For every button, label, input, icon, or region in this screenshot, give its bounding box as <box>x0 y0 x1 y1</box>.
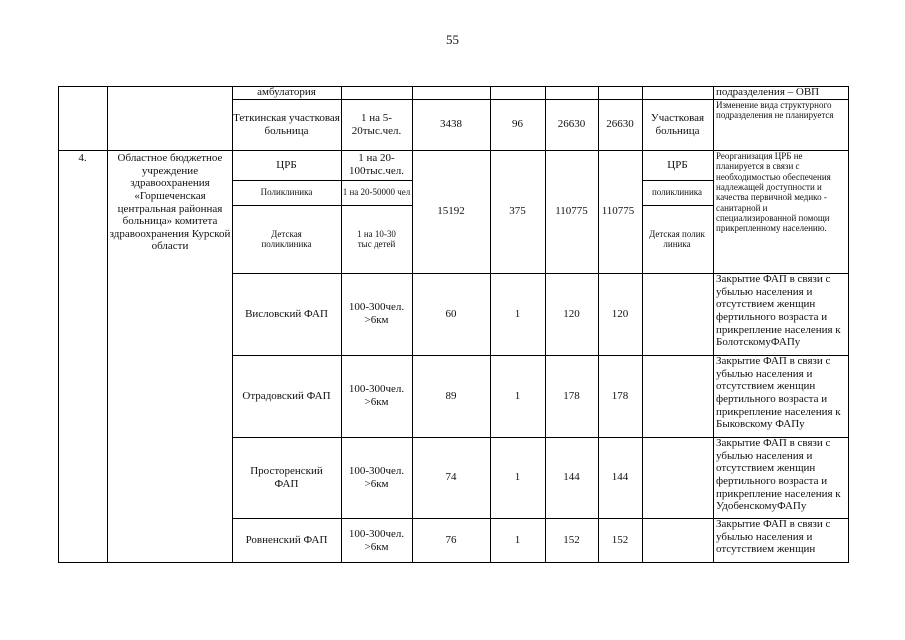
table-cell-name: Ровненский ФАП <box>245 534 328 547</box>
table-cell-norm: 100-300чел. >6км <box>348 464 405 490</box>
table-cell-value: 152 <box>611 534 629 547</box>
table-cell-value: 110775 <box>555 205 588 218</box>
grid-line <box>107 86 108 563</box>
table-cell-note: Изменение вида структурного подразделения не планируется <box>716 100 834 121</box>
table-cell-value: 1 <box>514 389 521 402</box>
table-cell-value: 74 <box>445 471 457 484</box>
table-cell-type: поликлиника <box>651 187 703 198</box>
table-cell-value: 144 <box>563 471 580 484</box>
table-cell-num: 4. <box>78 152 87 164</box>
table-cell-value: 26630 <box>606 118 634 131</box>
table-cell-value: 120 <box>611 307 629 320</box>
table-cell-name: Теткинская участковая больница <box>233 111 340 137</box>
table-cell-value: 375 <box>509 205 526 218</box>
table-cell-name: ЦРБ <box>276 158 297 171</box>
table-cell-norm: 1 на 20-100тыс.чел. <box>349 152 404 177</box>
table-cell-value: 76 <box>445 534 457 547</box>
grid-line <box>713 86 714 563</box>
table-cell-value: 89 <box>445 389 457 402</box>
table-cell-value: 178 <box>611 389 629 402</box>
table-cell-type: Детская поликлиника <box>649 228 705 249</box>
table-cell-value: 178 <box>563 389 580 402</box>
table-cell-norm: 100-300чел. >6км <box>348 301 405 326</box>
table-cell-norm: 1 на 5-20тыс.чел. <box>351 111 402 137</box>
table-cell-name: Детская поликлиника <box>261 228 312 249</box>
table-cell-name: Просторенский ФАП <box>250 464 323 490</box>
table-cell-note: Закрытие ФАП в связи с убылью населения и отсутствием женщин фертильного возраста и прикрепление населения к БолотскомуФАПу <box>716 273 841 349</box>
header-cell: подразделения – ОВП <box>716 86 820 99</box>
table-cell-value: 3438 <box>440 118 462 131</box>
table-cell-value: 120 <box>563 307 580 320</box>
table-cell-norm: 1 на 20-50000 чел <box>342 187 411 198</box>
table-cell-note: Закрытие ФАП в связи с убылью населения и отсутствием женщин фертильного возраста и прикрепление населения к УдобенскомуФАПу <box>716 437 841 513</box>
table-cell-value: 96 <box>512 118 523 131</box>
table-cell-norm: 100-300чел. >6км <box>348 527 405 553</box>
table-cell-value: 110775 <box>601 205 635 218</box>
table-cell-value: 1 <box>514 471 521 484</box>
table-cell-name: Поликлиника <box>260 187 313 198</box>
table-cell-org-name: Областное бюджетное учреждение здравоохранения «Горшеченская центральная районная больница» комитета здравоохранения Курской области <box>109 152 231 253</box>
table-cell-value: 26630 <box>557 118 586 131</box>
table-cell-note: Реорганизация ЦРБ не планируется в связи с необходимостью обеспечения надлежащей доступности и качества первичной медико - санитарной и специализированной помощи прикрепленному населению. <box>716 151 831 234</box>
table-cell-value: 1 <box>514 307 521 320</box>
page-number: 55 <box>446 32 459 47</box>
table-cell-name: Висловский ФАП <box>245 307 328 320</box>
table-cell-note: Закрытие ФАП в связи с убылью населения и отсутствием женщин <box>716 518 831 556</box>
table-cell-name: Отрадовский ФАП <box>242 389 331 402</box>
table-cell-value: 144 <box>611 471 629 484</box>
table-cell-value: 15192 <box>437 205 465 218</box>
table-cell-norm: 100-300чел. >6км <box>348 383 405 408</box>
header-cell: амбулатория <box>257 86 316 99</box>
table-cell-type: ЦРБ <box>667 158 688 171</box>
table-cell-value: 60 <box>445 307 457 320</box>
table-cell-value: 152 <box>563 534 580 547</box>
table-cell-value: 1 <box>514 534 521 547</box>
table-cell-type: Участковая больница <box>650 111 705 137</box>
table-cell-norm: 1 на 10-30 тыс детей <box>357 228 396 249</box>
table-cell-note: Закрытие ФАП в связи с убылью населения и отсутствием женщин фертильного возраста и прикрепление населения к Быковскому ФАПу <box>716 355 841 431</box>
